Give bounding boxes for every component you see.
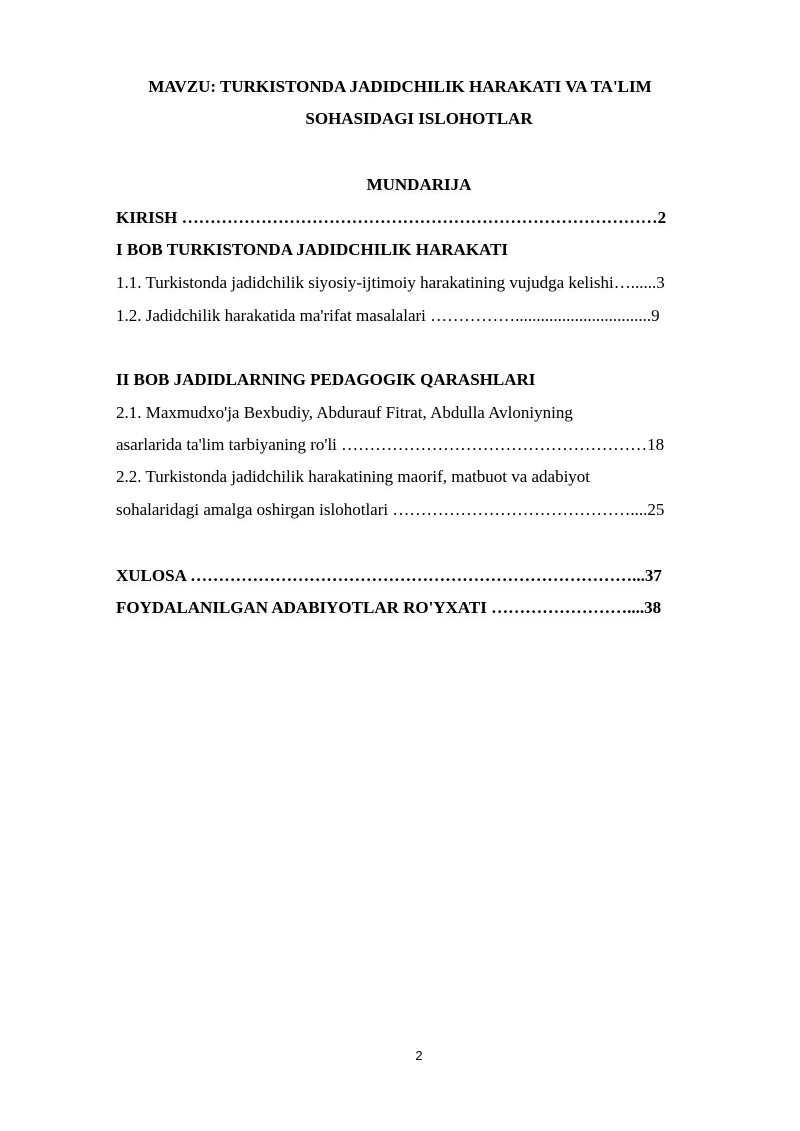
toc-entry-2-1-line-2: asarlarida ta'lim tarbiyaning ro'li ………………………………………………18 xyxy=(116,435,665,454)
toc-entry-2-2-line-1: 2.2. Turkistonda jadidchilik harakatining maorif, matbuot va adabiyot xyxy=(116,467,591,486)
toc-chapter-2-title: II BOB JADIDLARNING PEDAGOGIK QARASHLARI xyxy=(116,370,536,389)
toc-entry-xulosa: XULOSA ……………………………………………………………………...37 xyxy=(116,566,662,585)
toc-entry-1-1: 1.1. Turkistonda jadidchilik siyosiy-ijtimoiy harakatining vujudga kelishi…......3 xyxy=(116,273,665,292)
page-number: 2 xyxy=(415,1048,423,1063)
toc-entry-2-1-line-1: 2.1. Maxmudxo'ja Bexbudiy, Abdurauf Fitrat, Abdulla Avloniyning xyxy=(116,403,573,422)
toc-entry-adabiyotlar: FOYDALANILGAN ADABIYOTLAR RO'YXATI ……………………....38 xyxy=(116,598,662,617)
contents-heading: MUNDARIJA xyxy=(366,175,472,194)
toc-entry-2-2-line-2: sohalaridagi amalga oshirgan islohotlari ……………………………………....25 xyxy=(116,500,665,519)
document-title-line-2: SOHASIDAGI ISLOHOTLAR xyxy=(305,109,533,128)
toc-entry-kirish: KIRISH …………………………………………………………………………2 xyxy=(116,208,667,227)
toc-chapter-1-title: I BOB TURKISTONDA JADIDCHILIK HARAKATI xyxy=(116,240,509,259)
document-title-line-1: MAVZU: TURKISTONDA JADIDCHILIK HARAKATI VA TA'LIM xyxy=(148,77,652,96)
toc-entry-1-2: 1.2. Jadidchilik harakatida ma'rifat masalalari ……………................................9 xyxy=(116,306,660,325)
